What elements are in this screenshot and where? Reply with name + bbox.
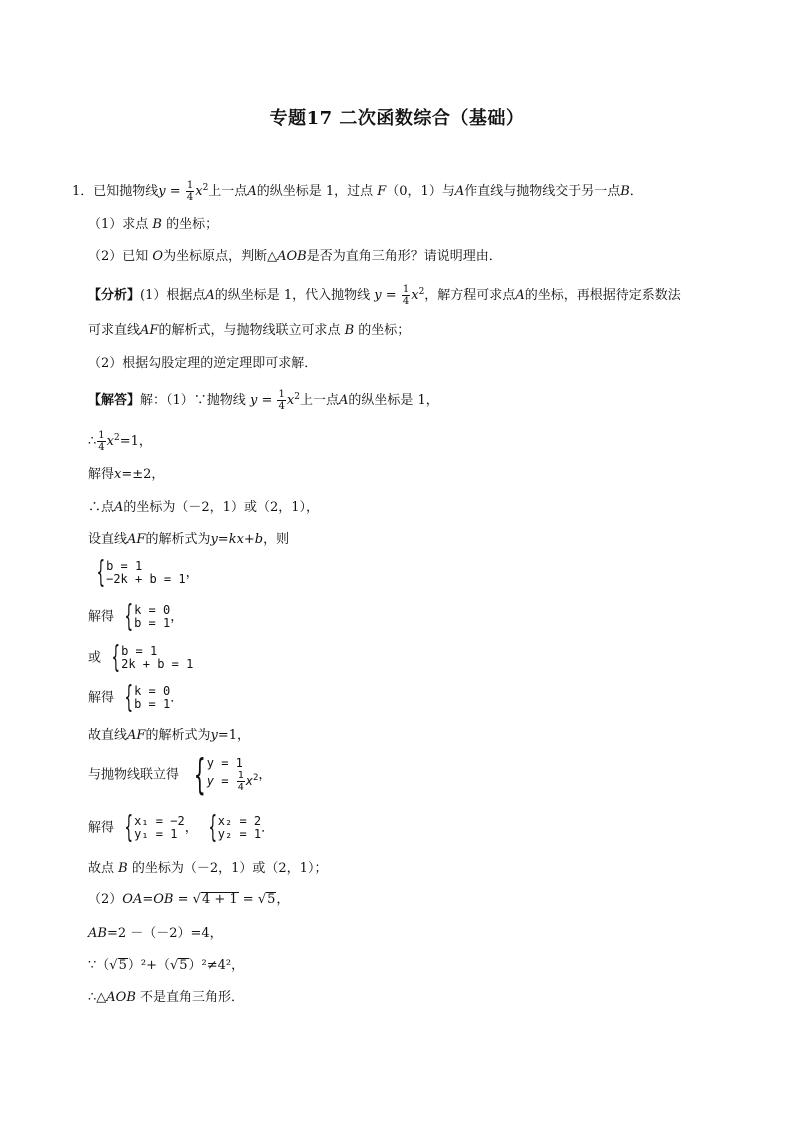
problem-stem: 1．已知抛物线y = $\frac{1}{4}$ $x^2$上一点A的纵坐标是 1，过点 F（0，1）与A作直线与抛物线交于另一点B． <box>72 180 643 203</box>
text: = <box>177 892 189 907</box>
var: B <box>344 323 355 338</box>
system <box>101 640 194 675</box>
brace-icon: { <box>96 555 106 590</box>
var: A <box>114 500 124 515</box>
equation-system-6 <box>88 810 275 845</box>
radicand: 5 <box>118 958 127 973</box>
var: AF <box>140 323 159 338</box>
var: A <box>515 288 525 303</box>
exp: 2 <box>114 433 120 443</box>
rows <box>134 604 170 630</box>
solution-line-13 <box>88 860 327 878</box>
text: ，则 <box>263 532 290 547</box>
text: 设直线 <box>88 532 128 547</box>
sqrt: √5 <box>109 958 127 973</box>
text: ∴点 <box>88 500 115 515</box>
text: 为坐标原点，判断△ <box>163 249 278 264</box>
text: ， <box>185 565 199 581</box>
exp: 2 <box>202 183 209 193</box>
var: x <box>286 393 295 408</box>
text: 的坐标； <box>166 217 219 232</box>
var: OB <box>153 892 174 907</box>
var: AF <box>127 532 146 547</box>
var: x <box>114 467 122 482</box>
text: ∴△ <box>88 990 107 1005</box>
solution-line-16 <box>88 957 244 975</box>
num: 1 <box>237 770 244 781</box>
var: B <box>118 861 128 876</box>
text: =1， <box>119 434 152 449</box>
text: 的坐标为（－2，1）或（2，1）； <box>131 861 328 876</box>
text: ）²+（ <box>127 958 170 973</box>
row: k = 0 <box>134 684 171 698</box>
equation-system-3 <box>88 640 194 675</box>
system <box>114 810 185 845</box>
row: b = 1 <box>134 697 171 711</box>
solution-line-1 <box>88 389 439 412</box>
row: b = 1 <box>121 644 158 658</box>
text: =±2， <box>121 467 165 482</box>
solution-line-5 <box>88 531 289 549</box>
var-y: y <box>158 184 166 199</box>
brace-icon: { <box>124 680 134 715</box>
text: 的解析式，与抛物线联立可求点 <box>158 323 341 338</box>
row: −2k + b = 1 <box>106 572 186 586</box>
row: y = 1 <box>206 756 243 770</box>
text: 作直线与抛物线交于另一点 <box>464 184 621 199</box>
fraction-one-quarter <box>186 180 194 203</box>
var: O <box>152 249 164 264</box>
rows <box>134 685 170 711</box>
text: ∵（ <box>88 958 110 973</box>
solution-line-10 <box>88 727 250 745</box>
var: A <box>247 184 257 199</box>
sqrt: √5 <box>257 892 276 907</box>
row: k = 0 <box>134 603 171 617</box>
solution-line-3 <box>88 466 164 484</box>
fraction-one-quarter <box>237 770 245 793</box>
exp: 2 <box>252 773 259 783</box>
row <box>207 770 259 793</box>
var: y <box>374 288 382 303</box>
analysis-line-2 <box>88 322 410 340</box>
problem-number: 1． <box>72 184 94 199</box>
num: 1 <box>402 284 410 295</box>
var: B <box>620 184 630 199</box>
var: B <box>152 217 162 232</box>
sqrt: √4 + 1 <box>192 892 238 907</box>
system <box>179 750 259 799</box>
var: y <box>210 728 218 743</box>
rows <box>207 756 259 794</box>
text: ， <box>276 892 290 907</box>
row: x₁ = −2 <box>134 814 185 828</box>
rows <box>106 560 185 586</box>
text: 已知抛物线 <box>93 184 159 199</box>
fraction-one-quarter <box>402 284 410 307</box>
num: 1 <box>98 430 105 441</box>
brace-icon: { <box>208 810 217 845</box>
equation-system-5 <box>88 750 272 799</box>
eq: = <box>385 288 397 303</box>
text: 上一点 <box>299 393 339 408</box>
text: ，解方程可求点 <box>424 288 516 303</box>
brace-icon: { <box>111 640 121 675</box>
den: 4 <box>402 296 410 307</box>
eq: = <box>169 184 181 199</box>
text: = <box>242 892 254 907</box>
text: 可求直线 <box>88 323 141 338</box>
text: （1）求点 <box>88 217 149 232</box>
text: 解得 <box>88 467 115 482</box>
den: 4 <box>98 442 105 453</box>
text: ， <box>258 767 272 783</box>
eq: = <box>261 393 273 408</box>
sqrt: √5 <box>169 958 188 973</box>
question-2 <box>88 248 502 266</box>
row: b = 1 <box>106 559 143 573</box>
text: =2 －（－2）=4， <box>106 926 223 941</box>
text: =1， <box>217 728 250 743</box>
row: 2k + b = 1 <box>121 657 194 671</box>
question-1 <box>88 216 218 234</box>
solution-tag: 【解答】 <box>88 393 141 408</box>
num: 1 <box>186 180 194 191</box>
exp: 2 <box>418 287 425 297</box>
var: AF <box>127 728 146 743</box>
text: 的解析式为 <box>145 532 211 547</box>
solution-line-14 <box>88 891 289 909</box>
text: ． <box>170 690 184 706</box>
analysis-line-3: （2）根据勾股定理的逆定理即可求解． <box>88 356 318 371</box>
brace-icon: { <box>193 750 206 799</box>
text: = <box>142 892 154 907</box>
solution-line-15 <box>88 925 223 943</box>
rows <box>134 815 185 841</box>
row: b = 1 <box>134 616 171 630</box>
var: A <box>205 288 215 303</box>
var: y <box>249 393 258 408</box>
text: 的纵坐标是 1，过点 <box>256 184 374 199</box>
rows <box>218 815 261 841</box>
system <box>114 680 171 715</box>
text: 的解析式为 <box>145 728 211 743</box>
text: （2） <box>88 892 123 907</box>
var: AOB <box>106 990 136 1005</box>
text: 解得 <box>88 820 115 836</box>
text: 解得 <box>88 690 115 706</box>
solution-line-4 <box>88 499 319 517</box>
text: （0，1）与 <box>386 184 455 199</box>
radicand: 5 <box>267 892 276 907</box>
text: 是否为直角三角形？请说明理由． <box>306 249 502 264</box>
system <box>86 555 186 590</box>
equation-system-2 <box>88 599 184 634</box>
text: ）²≠4²， <box>188 958 245 973</box>
system <box>114 599 171 634</box>
var: x <box>411 288 419 303</box>
row: y₂ = 1 <box>217 827 262 841</box>
page-title: 专题17 二次函数综合（基础） <box>269 108 525 129</box>
text: ， <box>170 609 184 625</box>
den: 4 <box>237 782 244 793</box>
text: 或 <box>88 650 102 666</box>
row: y₁ = 1 <box>134 827 178 841</box>
den: 4 <box>186 192 194 203</box>
text: 故点 <box>88 861 115 876</box>
text: 的纵坐标是 1，代入抛物线 <box>214 288 371 303</box>
fraction-one-quarter <box>97 430 105 453</box>
fraction-one-quarter <box>277 389 285 412</box>
var: AB <box>88 926 107 941</box>
brace-icon: { <box>124 810 134 845</box>
var-x: x <box>195 184 203 199</box>
radicand: 5 <box>179 958 188 973</box>
var: AOB <box>277 249 307 264</box>
solution-line-17 <box>88 989 244 1007</box>
var: x <box>106 434 114 449</box>
var: y <box>206 774 214 788</box>
solution-line-2 <box>88 430 152 453</box>
text: 解：（1）∵抛物线 <box>140 393 246 408</box>
text: 的坐标； <box>358 323 411 338</box>
text: ∴ <box>88 434 97 449</box>
var: A <box>454 184 465 199</box>
text: 与抛物线联立得 <box>88 767 180 783</box>
text: 上一点 <box>208 184 248 199</box>
system <box>198 810 262 845</box>
num: 1 <box>278 389 285 400</box>
row: x₂ = 2 <box>217 814 262 828</box>
var: F <box>377 184 387 199</box>
text: 的坐标，再根据待定系数法 <box>524 288 681 303</box>
text: 的纵坐标是 1， <box>348 393 439 408</box>
rows <box>121 645 193 671</box>
var: y=kx+b <box>210 532 264 547</box>
equation-system-1 <box>86 555 199 590</box>
text: 的坐标为（－2，1）或（2，1）， <box>123 500 319 515</box>
var: OA <box>122 892 143 907</box>
text: ， <box>184 820 198 836</box>
text: 解得 <box>88 609 115 625</box>
equation-system-4 <box>88 680 184 715</box>
text: ． <box>261 820 275 836</box>
text: （2）已知 <box>88 249 149 264</box>
brace-icon: { <box>124 599 134 634</box>
text: (1）根据点 <box>140 288 206 303</box>
text: 不是直角三角形． <box>140 990 245 1005</box>
var: x <box>245 774 253 788</box>
analysis-tag: 【分析】 <box>88 288 141 303</box>
var: A <box>338 393 349 408</box>
eq: = <box>221 774 229 788</box>
radicand: 4 + 1 <box>201 892 238 907</box>
text: 故直线 <box>88 728 128 743</box>
analysis-line-1 <box>88 284 681 307</box>
exp: 2 <box>294 392 300 402</box>
den: 4 <box>278 401 285 412</box>
